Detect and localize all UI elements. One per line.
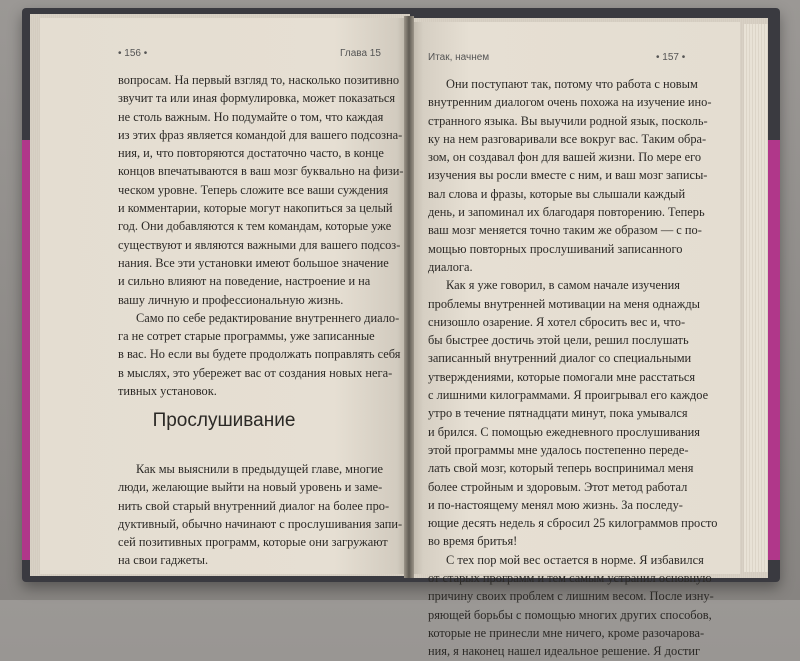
text-line: Они поступают так, потому что работа с новым	[446, 77, 698, 91]
page-number-right: • 157 •	[656, 52, 686, 63]
left-body-top	[118, 71, 404, 400]
page-fore-edge	[744, 24, 768, 572]
text-line: утро в течение пятнадцати минут, пока умывался	[428, 406, 688, 421]
left-paragraph-1	[118, 71, 404, 309]
running-title: Итак, начнем	[428, 52, 490, 63]
text-line: лать свой мозг, который теперь воспринимал меня	[428, 461, 694, 476]
text-line: утверждениями, которые помогали мне расстаться	[428, 369, 696, 384]
text-line: диалога.	[428, 259, 473, 274]
text-line: ческом уровне. Теперь сложите все ваши суждения	[118, 182, 389, 197]
text-line: вопросам. На первый взгляд то, насколько позитивно	[118, 73, 400, 87]
text-line: Как мы выяснили в предыдущей главе, многие	[136, 462, 384, 476]
right-page	[410, 22, 740, 659]
text-line: которые не принесли мне ничего, кроме разочарова-	[428, 625, 705, 640]
text-line: ющие десять недель я сбросил 25 килограммов просто	[428, 516, 718, 531]
text-line: нить свой старый внутренний диалог на более про-	[118, 498, 390, 513]
text-line: этой программы мне удалось постепенно переде-	[428, 442, 689, 457]
text-line: снизошло озарение. Я хотел сбросить вес и, что-	[428, 314, 686, 329]
text-line: странного языка. Вы выучили родной язык, посколь-	[428, 113, 708, 128]
page-number-left: • 156 •	[118, 48, 148, 59]
text-line: нания. Все эти установки имеют большое значение	[118, 255, 389, 270]
right-paragraph-3	[428, 551, 714, 661]
cover-edge-right	[768, 140, 780, 560]
text-line: более стройным и здоровым. Этот метод работал	[428, 479, 688, 494]
text-line: и сильно влияют на поведение, настроение и на	[118, 274, 371, 289]
text-line: в вас. Но если вы будете продолжать поправлять себя	[118, 347, 401, 362]
right-paragraph-1	[428, 75, 712, 276]
text-line: ваш мозг меняется точно таким же образом — с по-	[428, 223, 702, 238]
text-line: во время бритья!	[428, 534, 518, 549]
text-line: из этих фраз является командой для вашего подсозна-	[118, 127, 403, 142]
left-body-bottom	[118, 460, 403, 570]
text-line: вашу личную и профессиональную жизнь.	[118, 292, 344, 307]
text-line: от старых программ и тем самым устранил основную	[428, 571, 712, 586]
section-heading: Прослушивание	[152, 410, 296, 431]
left-page	[40, 18, 408, 574]
text-line: вал слова и фразы, которые вы слышали каждый	[428, 186, 686, 201]
text-line: дуктивный, обычно начинают с прослушивания запи-	[118, 516, 403, 531]
text-line: С тех пор мой вес остается в норме. Я избавился	[446, 552, 704, 567]
text-line: ния, и, что повторяются достаточно часто, в конце	[118, 146, 384, 161]
book-gutter	[404, 16, 414, 578]
text-line: звучит та или иная формулировка, может показаться	[118, 91, 396, 106]
text-line: сей позитивных программ, которые они загружают	[118, 535, 388, 550]
text-line: Как я уже говорил, в самом начале изучения	[446, 278, 680, 293]
text-line: га не сотрет старые программы, уже записанные	[118, 329, 375, 344]
text-line: в мыслях, это убережет вас от создания новых нега-	[118, 365, 393, 380]
text-line: люди, желающие выйти на новый уровень и заме-	[118, 480, 383, 495]
text-line: мощью повторных прослушиваний записанного	[428, 241, 683, 256]
text-line: ния, я наконец нашел идеальное решение. Я достиг	[428, 644, 701, 659]
text-line: проблемы внутренней мотивации на меня однажды	[428, 296, 700, 311]
text-line: внутренним диалогом очень похожа на изучение ино-	[428, 95, 712, 110]
text-line: тивных установок.	[118, 384, 217, 399]
text-line: Само по себе редактирование внутреннего диало-	[136, 310, 400, 325]
chapter-header: Глава 15	[340, 48, 381, 59]
text-line: с лишними килограммами. Я проигрывал его каждое	[428, 388, 709, 403]
text-line: ку на нем разговаривали все вокруг вас. Таким обра-	[428, 131, 707, 146]
left-paragraph-3	[118, 460, 403, 570]
text-line: бы быстрее достичь этой цели, решил послушать	[428, 333, 689, 348]
text-line: и брился. С помощью ежедневного прослушивания	[428, 424, 700, 439]
text-line: и по-настоящему менял мою жизнь. За последу-	[428, 497, 683, 512]
text-line: ряющей борьбы с помощью многих других способов,	[428, 607, 712, 622]
left-paragraph-2	[118, 309, 401, 400]
text-line: записанный внутренний диалог со специальными	[428, 351, 692, 366]
text-line: год. Они добавляются к тем командам, которые уже	[118, 219, 392, 234]
text-line: существуют и являются важными для вашего подсоз-	[118, 237, 401, 252]
text-line: зом, он создавал фон для вашей жизни. По мере его	[428, 150, 702, 165]
text-line: и комментарии, которые могут накопиться за целый	[118, 201, 393, 216]
text-line: день, и запоминал их благодаря повторению. Теперь	[428, 205, 705, 220]
text-line: причину своих проблем с лишним весом. После изну-	[428, 589, 714, 604]
text-line: не столь важным. Но подумайте о том, что каждая	[118, 109, 384, 124]
text-line: изучения вы росли вместе с ним, и ваш мозг записы-	[428, 168, 708, 183]
text-line: на свои гаджеты.	[118, 553, 209, 568]
right-paragraph-2	[428, 276, 718, 550]
text-line: концов впечатываются в ваш мозг буквально на физи-	[118, 164, 404, 179]
right-body	[428, 75, 718, 661]
